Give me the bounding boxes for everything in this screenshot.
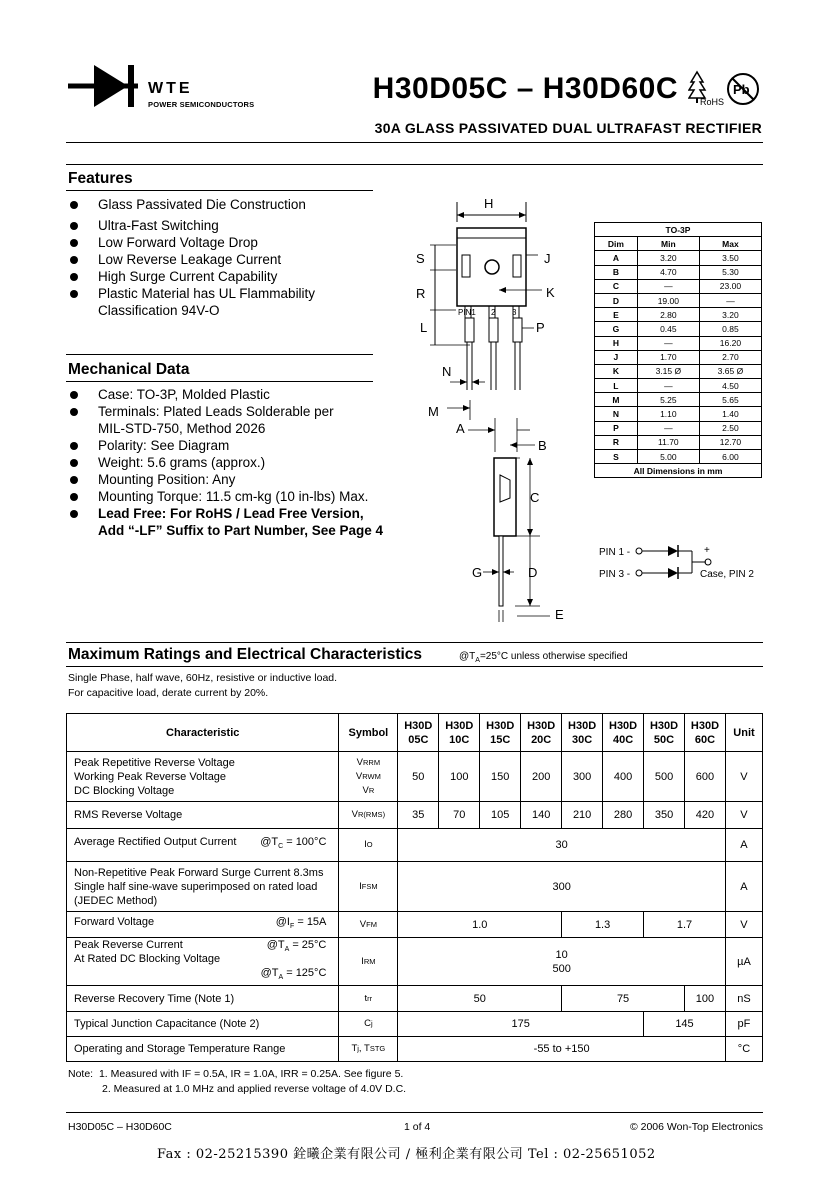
table-row: Peak Repetitive Reverse Voltage Working Peak Reverse Voltage DC Blocking Voltage VRRM VRWM VR 50 100 150 200 300 400 500 600 V	[67, 752, 763, 802]
table-row: G 0.45 0.85	[595, 322, 762, 336]
footer-part: H30D05C – H30D60C	[68, 1121, 172, 1133]
table-row: E 2.80 3.20	[595, 308, 762, 322]
dim-label-s: S	[416, 251, 425, 266]
list-item: Mounting Torque: 11.5 cm-kg (10 in-lbs) Max.	[68, 488, 383, 505]
brand-name: WTE	[148, 80, 193, 97]
table-header-row: Dim Min Max	[595, 237, 762, 251]
ratings-note: For capacitive load, derate current by 20%.	[68, 687, 269, 699]
table-row: J 1.70 2.70	[595, 350, 762, 364]
divider	[66, 642, 763, 643]
divider	[66, 164, 763, 165]
package-outline-diagram	[410, 190, 590, 630]
table-row: Non-Repetitive Peak Forward Surge Current 8.3ms Single half sine-wave superimposed on rated load (JEDEC Method) IFSM 300 A	[67, 862, 763, 912]
list-item: High Surge Current Capability	[68, 268, 315, 285]
ratings-title: Maximum Ratings and Electrical Characteristics	[68, 646, 423, 663]
schematic-pin3: PIN 3 -	[599, 569, 631, 580]
dim-label-l: L	[420, 320, 428, 335]
dim-label-a: A	[456, 421, 465, 436]
note-2: 2. Measured at 1.0 MHz and applied reverse voltage of 4.0V D.C.	[102, 1083, 407, 1095]
list-item: Lead Free: For RoHS / Lead Free Version,	[68, 505, 383, 522]
list-item: Mounting Position: Any	[68, 471, 383, 488]
dim-label-c: C	[530, 490, 540, 505]
notes-label: Note:	[68, 1068, 94, 1080]
dim-label-d: D	[528, 565, 538, 580]
dimensions-table	[594, 222, 762, 478]
table-row: Operating and Storage Temperature Range Tj, TSTG -55 to +150 °C	[67, 1037, 763, 1062]
list-item: Case: TO-3P, Molded Plastic	[68, 386, 383, 403]
dim-label-n: N	[442, 364, 452, 379]
table-row: C — 23.00	[595, 279, 762, 293]
subtitle: 30A GLASS PASSIVATED DUAL ULTRAFAST RECTIFIER	[374, 120, 762, 136]
ratings-table	[66, 713, 763, 1062]
divider	[66, 1112, 763, 1113]
features-title: Features	[68, 170, 133, 187]
pin-label: PIN1	[458, 308, 476, 317]
list-item: Low Reverse Leakage Current	[68, 251, 315, 268]
table-row: Typical Junction Capacitance (Note 2) Cj 175 145 pF	[67, 1012, 763, 1037]
list-item: Terminals: Plated Leads Solderable per	[68, 403, 383, 420]
list-item: Plastic Material has UL Flammability	[68, 285, 315, 302]
lead-free-icon	[726, 72, 760, 106]
rohs-tree-icon	[688, 70, 724, 110]
table-row: L — 4.50	[595, 379, 762, 393]
dim-label-r: R	[416, 286, 426, 301]
table-row: Reverse Recovery Time (Note 1) trr 50 75 100 nS	[67, 986, 763, 1012]
mechanical-list	[68, 386, 383, 539]
ratings-condition: $@T_A=25^\circ C$ unless otherwise specified	[459, 651, 628, 664]
table-row: B 4.70 5.30	[595, 265, 762, 279]
pin-label: 2	[491, 308, 496, 317]
divider	[66, 381, 373, 382]
list-item: Ultra-Fast Switching	[68, 217, 315, 234]
table-title: TO-3P	[595, 223, 762, 237]
table-row: R 11.70 12.70	[595, 435, 762, 449]
list-item: Polarity: See Diagram	[68, 437, 383, 454]
table-row: Average Rectified Output Current $@T_C = 100^\circ C$ IO 30 A	[67, 829, 763, 862]
table-row: Forward Voltage $@I_F = 15A$ VFM 1.0 1.3 1.7 V	[67, 912, 763, 938]
table-row: N 1.10 1.40	[595, 407, 762, 421]
pb-label: Pb	[733, 82, 750, 97]
list-item: MIL-STD-750, Method 2026	[98, 421, 266, 436]
dim-label-g: G	[472, 565, 483, 580]
rohs-label: RoHS	[700, 97, 724, 107]
dim-label-b: B	[538, 438, 547, 453]
notes	[68, 1067, 406, 1097]
features-list	[68, 196, 315, 319]
table-row: RMS Reverse Voltage VR(RMS) 35 70 105 140 210 280 350 420 V	[67, 802, 763, 829]
table-row: A 3.20 3.50	[595, 251, 762, 265]
footer-copyright: © 2006 Won-Top Electronics	[629, 1121, 763, 1133]
brand-subtitle: POWER SEMICONDUCTORS	[148, 100, 255, 109]
ratings-note: Single Phase, half wave, 60Hz, resistive or inductive load.	[68, 672, 338, 684]
fax-line: Fax : 02-25215390 銓曦企業有限公司 / 極利企業有限公司 Tel : 02-25651052	[157, 1147, 656, 1162]
schematic-pin1: PIN 1 -	[599, 547, 631, 558]
note-1: 1. Measured with IF = 0.5A, IR = 1.0A, IRR = 0.25A. See figure 5.	[98, 1068, 404, 1080]
divider	[66, 142, 763, 143]
dim-label-p: P	[536, 320, 545, 335]
table-row: P — 2.50	[595, 421, 762, 435]
table-row: S 5.00 6.00	[595, 450, 762, 464]
dim-label-k: K	[546, 285, 555, 300]
schematic-case: Case, PIN 2	[700, 569, 754, 580]
divider	[66, 354, 373, 355]
table-row: Peak Reverse Current $@T_A = 25^\circ C$ At Rated DC Blocking Voltage $@T_A = 125^\circ C$ IRM 10 500 µA	[67, 938, 763, 986]
pin-label: 3	[512, 308, 517, 317]
list-item: Add “-LF” Suffix to Part Number, See Page 4	[98, 523, 384, 538]
dim-label-j: J	[544, 251, 551, 266]
table-footer: All Dimensions in mm	[595, 464, 762, 478]
list-item: Classification 94V-O	[98, 303, 220, 318]
list-item: Weight: 5.6 grams (approx.)	[68, 454, 383, 471]
schematic-plus: +	[704, 545, 710, 556]
table-row: K 3.15 Ø 3.65 Ø	[595, 364, 762, 378]
dim-label-m: M	[428, 404, 439, 419]
list-item: Glass Passivated Die Construction	[68, 196, 315, 213]
dim-label-e: E	[555, 607, 564, 622]
table-row: D 19.00 —	[595, 293, 762, 307]
divider	[66, 190, 373, 191]
list-item: Low Forward Voltage Drop	[68, 234, 315, 251]
mechanical-title: Mechanical Data	[68, 361, 190, 378]
part-range-title: H30D05C – H30D60C	[372, 72, 678, 105]
pin-schematic	[596, 540, 766, 590]
table-header-row: Characteristic Symbol H30D 05C H30D 10C H30D 15C H30D 20C H30D 30C H30D 40C H30D 50C H30D 60C Unit	[67, 714, 763, 752]
footer-page: 1 of 4	[404, 1121, 431, 1133]
dim-label-h: H	[484, 196, 494, 211]
table-row: H — 16.20	[595, 336, 762, 350]
divider	[66, 666, 763, 667]
table-row: M 5.25 5.65	[595, 393, 762, 407]
